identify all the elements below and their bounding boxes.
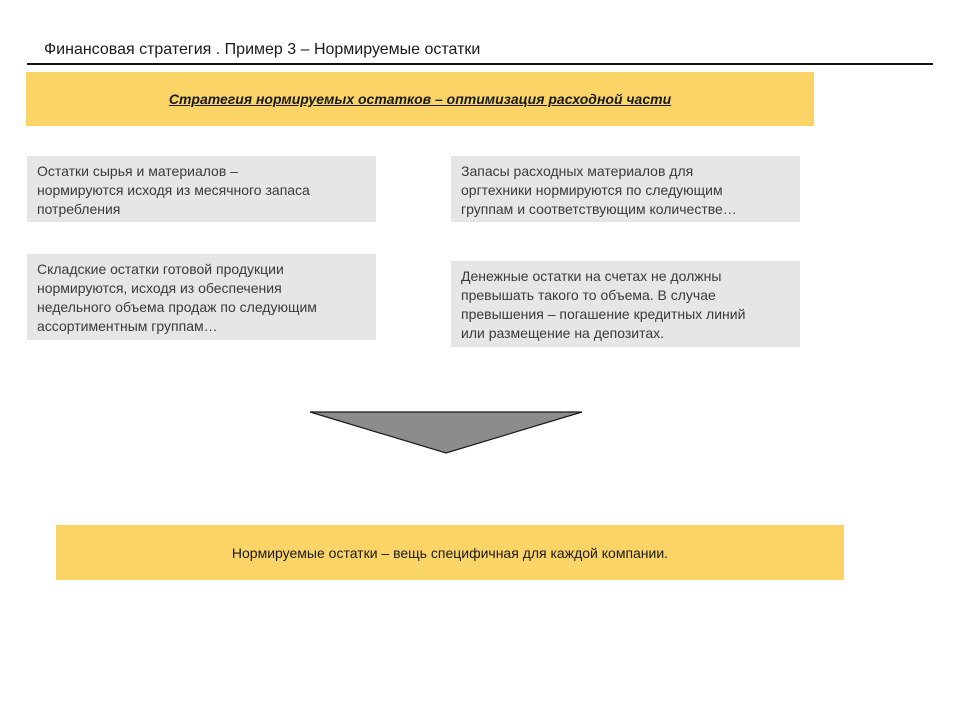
card-line: Запасы расходных материалов для [461, 163, 694, 179]
slide-title: Финансовая стратегия . Пример 3 – Нормируемые остатки [44, 41, 481, 58]
raw-materials-card [27, 156, 376, 222]
card-line: группам и соответствующим количестве… [461, 201, 737, 217]
conclusion-banner-text: Нормируемые остатки – вещь специфичная для каждой компании. [231, 544, 669, 561]
card-line: потребления [37, 201, 121, 217]
finished-goods-card [27, 254, 376, 340]
down-arrow-shape [310, 412, 582, 453]
card-line: нормируются, исходя из обеспечения [37, 280, 282, 296]
card-line: Остатки сырья и материалов – [37, 163, 238, 179]
office-supplies-card [451, 156, 800, 222]
card-line: нормируются исходя из месячного запаса [37, 182, 310, 198]
card-line: Складские остатки готовой продукции [37, 261, 284, 277]
conclusion-banner [56, 525, 844, 580]
card-line: превышения – погашение кредитных линий [461, 306, 746, 322]
strategy-banner [26, 72, 814, 126]
title-divider [27, 63, 933, 65]
card-line: или размещение на депозитах. [461, 325, 665, 341]
card-line: ассортиментным группам… [37, 318, 218, 334]
cash-balances-card [451, 261, 800, 347]
card-line: недельного объема продаж по следующим [37, 299, 317, 315]
strategy-banner-text: Стратегия нормируемых остатков – оптимизация расходной части [168, 91, 672, 107]
card-line: оргтехники нормируются по следующим [461, 182, 723, 198]
card-line: Денежные остатки на счетах не должны [461, 268, 722, 284]
card-line: превышать такого то объема. В случае [461, 287, 716, 303]
down-arrow-icon [300, 402, 592, 460]
